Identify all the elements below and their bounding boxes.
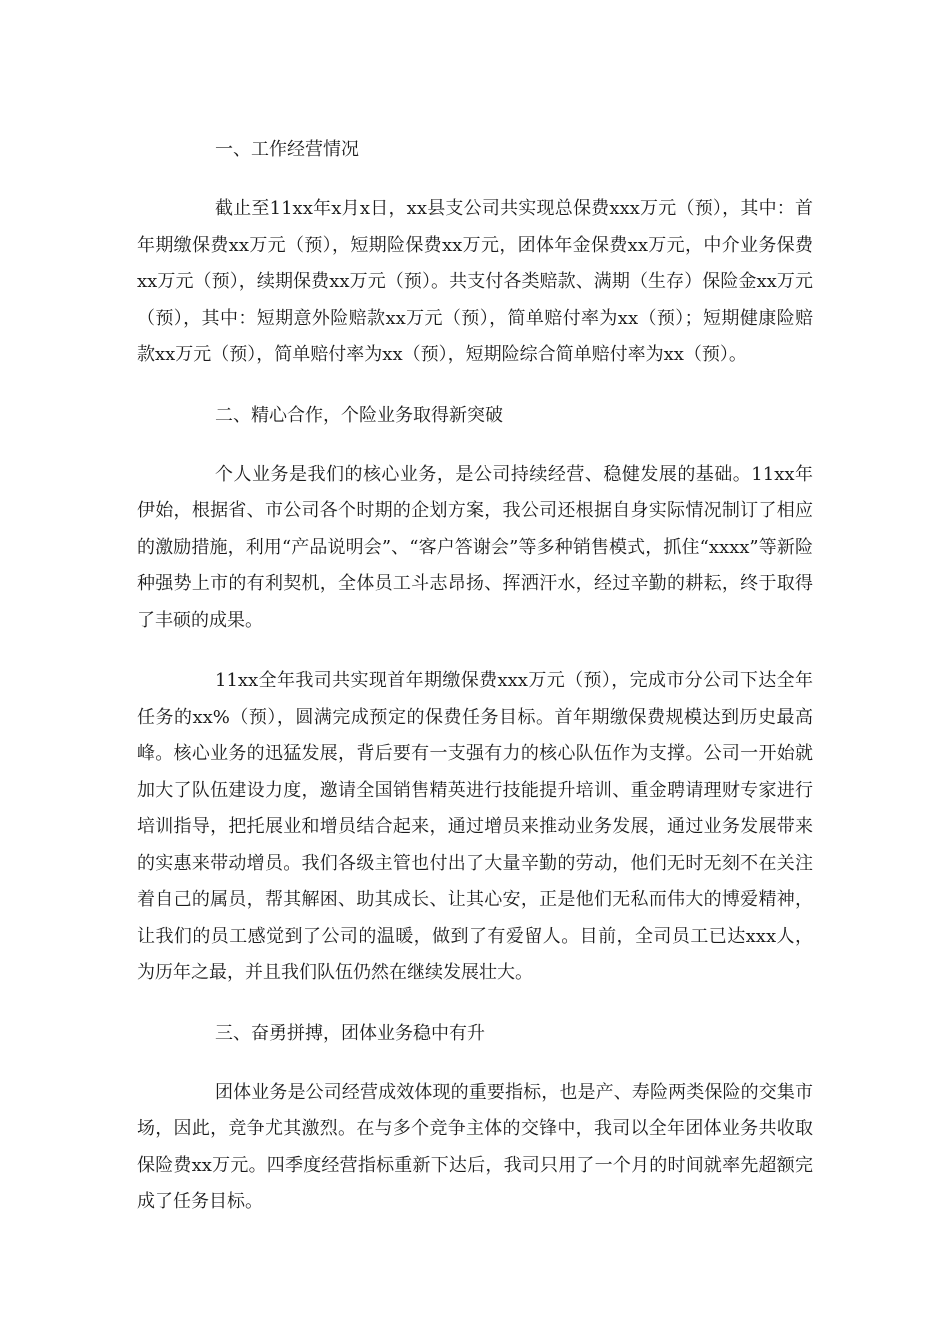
paragraph: 团体业务是公司经营成效体现的重要指标，也是产、寿险两类保险的交集市场，因此，竞争尤其激烈。在与多个竞争主体的交锋中，我司以全年团体业务共收取保险费xx万元。四季度经营指标重新下达后，我司只用了一个月的时间就率先超额完成了任务目标。 (137, 1081, 813, 1212)
section-3 (137, 1016, 813, 1221)
section-1 (137, 132, 813, 374)
paragraph: 11xx全年我司共实现首年期缴保费xxx万元（预），完成市分公司下达全年任务的xx%（预），圆满完成预定的保费任务目标。首年期缴保费规模达到历史最高峰。核心业务的迅猛发展，背后要有一支强有力的核心队伍作为支撑。公司一开始就加大了队伍建设力度，邀请全国销售精英进行技能提升培训、重金聘请理财专家进行培训指导，把托展业和增员结合起来，通过增员来推动业务发展，通过业务发展带来的实惠来带动增员。我们各级主管也付出了大量辛勤的劳动，他们无时无刻不在关注着自己的属员，帮其解困、助其成长、让其心安，正是他们无私而伟大的博爱精神，让我们的员工感觉到了公司的温暖，做到了有爱留人。目前，全司员工已达xxx人，为历年之最，并且我们队伍仍然在继续发展壮大。 (137, 670, 813, 983)
section-heading: 二、精心合作，个险业务取得新突破 (215, 404, 503, 426)
section-heading: 一、工作经营情况 (215, 139, 359, 160)
paragraph: 个人业务是我们的核心业务，是公司持续经营、稳健发展的基础。11xx年伊始，根据省、市公司各个时期的企划方案，我公司还根据自身实际情况制订了相应的激励措施，利用“产品说明会”、“客户答谢会”等多种销售模式，抓住“xxxx”等新险种强势上市的有利契机，全体员工斗志昂扬、挥洒汗水，经过辛勤的耕耘，终于取得了丰硕的成果。 (137, 463, 813, 631)
section-heading: 三、奋勇拼搏，团体业务稳中有升 (215, 1022, 485, 1044)
section-2 (137, 398, 813, 992)
paragraph: 截止至11xx年x月x日，xx县支公司共实现总保费xxx万元（预），其中：首年期缴保费xx万元（预），短期险保费xx万元，团体年金保费xx万元，中介业务保费xx万元（预），续期保费xx万元（预）。共支付各类赔款、满期（生存）保险金xx万元（预），其中：短期意外险赔款xx万元（预），简单赔付率为xx（预）；短期健康险赔款xx万元（预），简单赔付率为xx（预），短期险综合简单赔付率为xx（预）。 (137, 198, 813, 365)
document-body (137, 132, 813, 1245)
